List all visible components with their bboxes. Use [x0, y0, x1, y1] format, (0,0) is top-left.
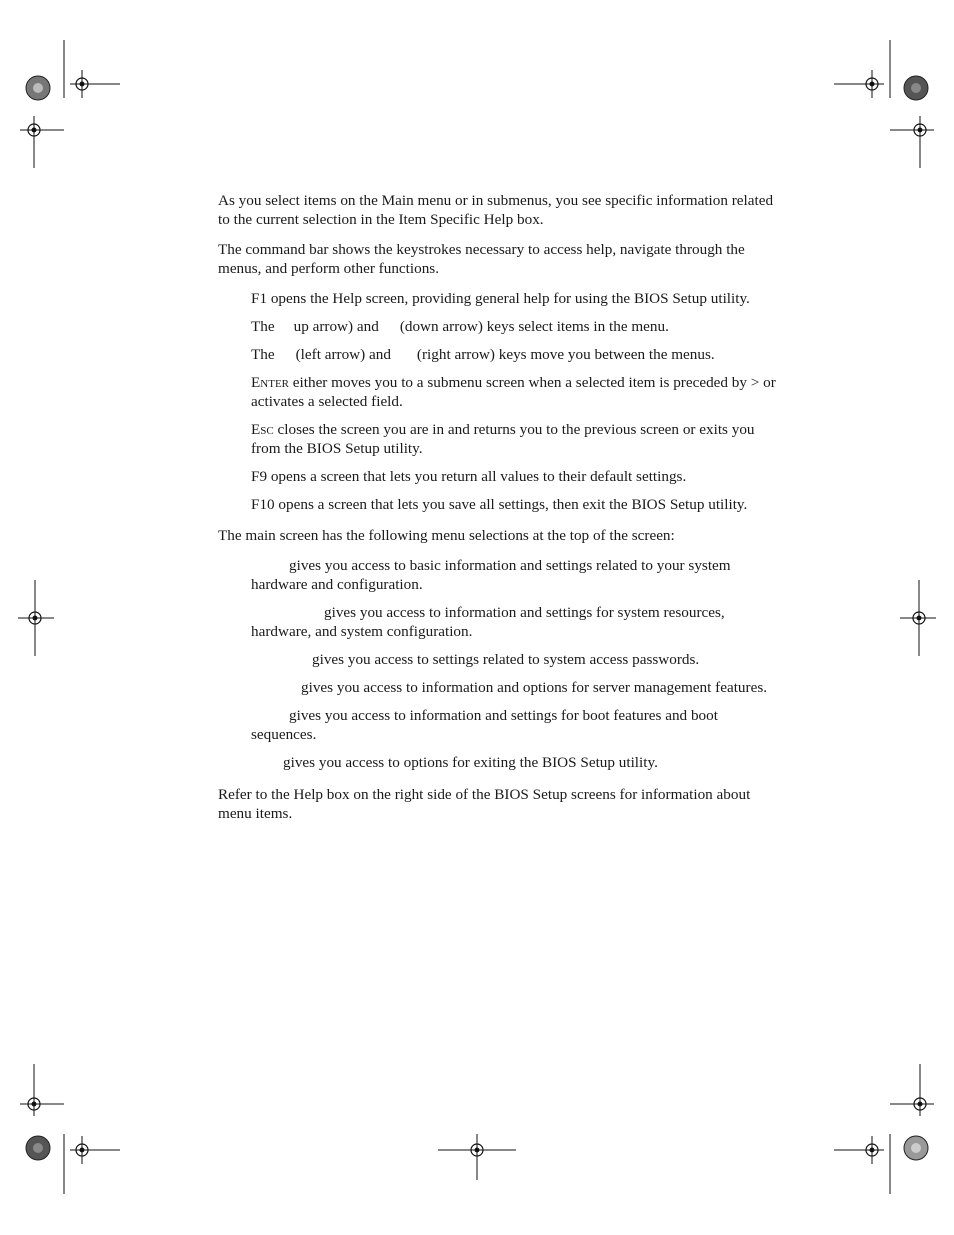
menu-item-2: gives you access to information and settings for system resources, hardware, and system configuration. [251, 604, 725, 640]
menu-item-1: gives you access to basic information and settings related to your system hardware and configuration. [251, 557, 731, 593]
key-enter-text: either moves you to a submenu screen when a selected item is preceded by > or activates a selected field. [251, 374, 776, 410]
key-esc-label: Esc [251, 421, 274, 438]
key-esc-text: closes the screen you are in and returns you to the previous screen or exits you from the BIOS Setup utility. [251, 421, 755, 457]
menu-item-4: gives you access to information and options for server management features. [301, 679, 768, 696]
key-updown-text-a: The [251, 318, 275, 335]
key-updown-text-c: (down arrow) keys select items in the menu. [399, 318, 669, 335]
key-enter-label: Enter [251, 374, 289, 391]
key-leftright-text-c: (right arrow) keys move you between the menus. [416, 346, 715, 363]
registration-mark-top-right [834, 40, 934, 170]
registration-mark-middle-left [18, 580, 54, 656]
key-esc-item [251, 420, 783, 458]
intro-paragraph-1: As you select items on the Main menu or in submenus, you see specific information related to the current selection in the Item Specific Help box. [218, 192, 774, 228]
key-f1-item: F1 opens the Help screen, providing general help for using the BIOS Setup utility. [251, 290, 750, 307]
key-leftright-text-b: (left arrow) and [295, 346, 391, 363]
keystroke-list [251, 289, 783, 514]
key-f10-item: F10 opens a screen that lets you save all settings, then exit the BIOS Setup utility. [251, 496, 748, 513]
key-leftright-item [251, 345, 783, 364]
key-f9-item: F9 opens a screen that lets you return all values to their default settings. [251, 468, 687, 485]
menu-item-5: gives you access to information and settings for boot features and boot sequences. [251, 707, 718, 743]
registration-mark-bottom-left [20, 1064, 120, 1194]
menu-selection-list [251, 556, 783, 772]
registration-mark-bottom-right [834, 1064, 934, 1194]
outro-paragraph: Refer to the Help box on the right side of the BIOS Setup screens for information about menu items. [218, 786, 751, 822]
intro-paragraph-2: The command bar shows the keystrokes necessary to access help, navigate through the menus, and perform other functions. [218, 241, 745, 277]
menu-item-3: gives you access to settings related to system access passwords. [312, 651, 700, 668]
menus-intro-paragraph: The main screen has the following menu selections at the top of the screen: [218, 527, 675, 544]
key-leftright-text-a: The [251, 346, 275, 363]
registration-mark-middle-right [900, 580, 936, 656]
key-enter-item [251, 373, 783, 411]
key-updown-item [251, 317, 783, 336]
key-updown-text-b: up arrow) and [293, 318, 379, 335]
registration-mark-bottom-center [438, 1130, 516, 1192]
document-body [218, 191, 783, 834]
menu-item-6: gives you access to options for exiting the BIOS Setup utility. [283, 754, 658, 771]
registration-mark-top-left [20, 40, 120, 170]
